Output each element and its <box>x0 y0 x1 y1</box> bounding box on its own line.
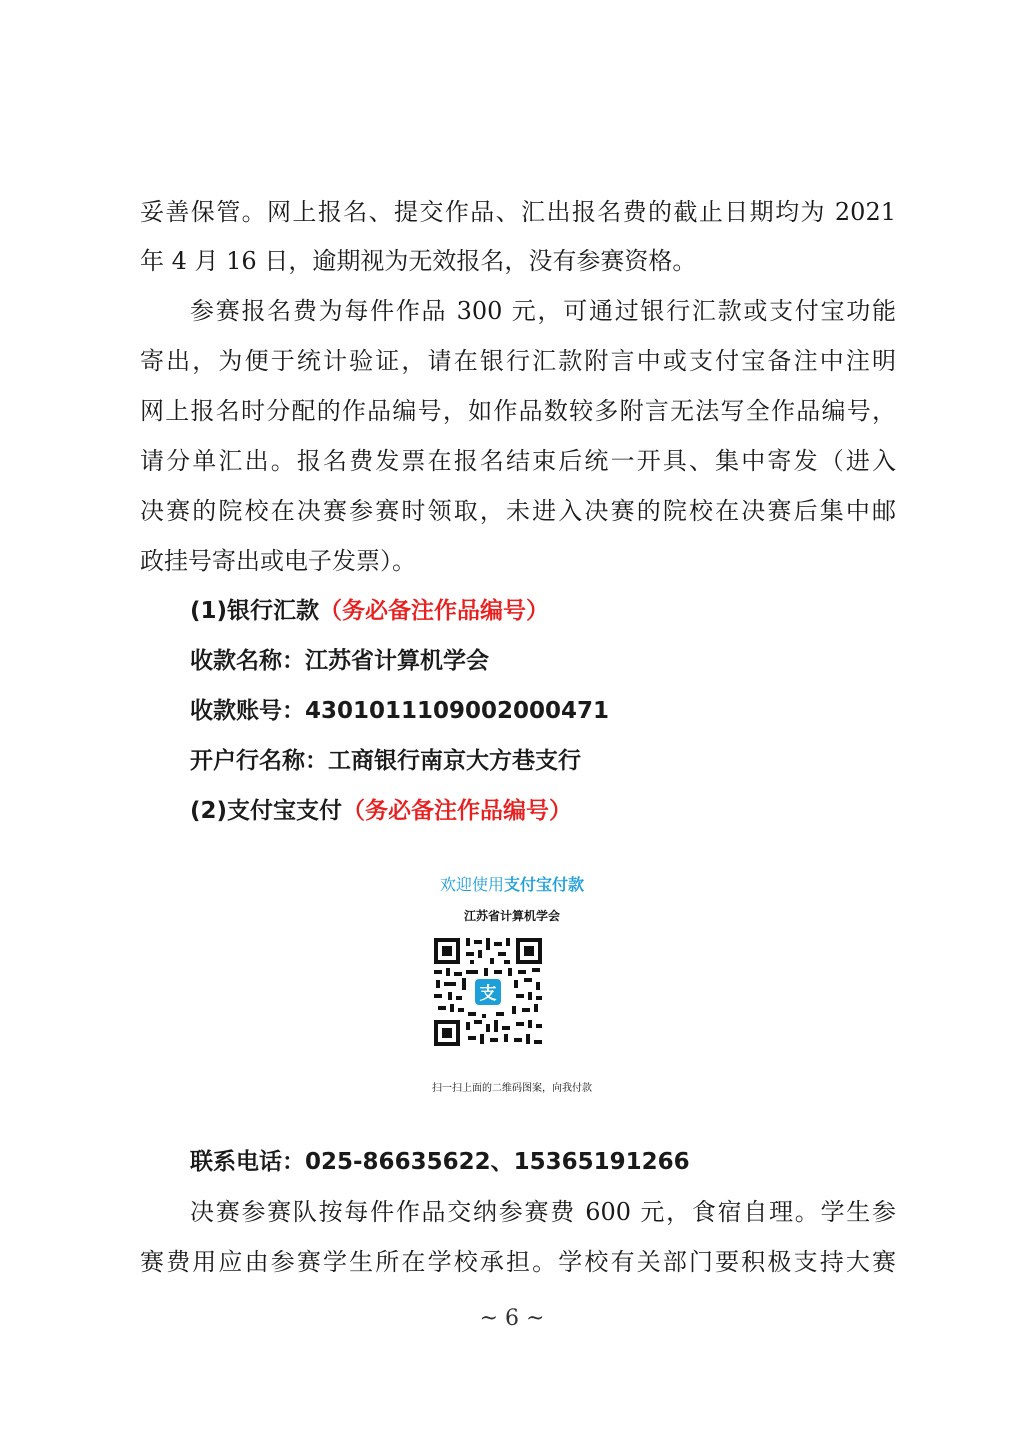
bank-heading-text: (1)银行汇款 <box>190 598 320 624</box>
page-number: ~ 6 ~ <box>479 1306 545 1331</box>
alipay-heading-text: (2)支付宝支付 <box>190 798 343 824</box>
body-line: 妥善保管。网上报名、提交作品、汇出报名费的截止日期均为 2021 <box>140 198 896 226</box>
bank-payee: 收款名称：江苏省计算机学会 <box>190 648 489 674</box>
body-line: 参赛报名费为每件作品 300 元，可通过银行汇款或支付宝功能 <box>190 297 896 325</box>
alipay-heading <box>190 795 572 827</box>
body-line: 赛费用应由参赛学生所在学校承担。学校有关部门要积极支持大赛 <box>140 1248 896 1276</box>
bank-account: 收款账号：4301011109002000471 <box>190 698 610 724</box>
body-line: 政挂号寄出或电子发票）。 <box>140 547 416 575</box>
body-line: 决赛参赛队按每件作品交纳参赛费 600 元，食宿自理。学生参 <box>190 1198 896 1226</box>
alipay-qr-code <box>432 936 544 1048</box>
alipay-welcome-text: 欢迎使用 <box>439 875 504 894</box>
contact-phone: 联系电话：025-86635622、15365191266 <box>190 1149 690 1175</box>
alipay-org: 江苏省计算机学会 <box>463 909 560 923</box>
bank-heading <box>190 595 549 627</box>
alipay-welcome <box>0 872 1024 895</box>
alipay-brand: 支付宝付款 <box>504 875 585 894</box>
alipay-caption: 扫一扫上面的二维码图案，向我付款 <box>432 1083 592 1094</box>
alipay-logo-icon: 支 <box>479 984 497 1004</box>
body-line: 决赛的院校在决赛参赛时领取，未进入决赛的院校在决赛后集中邮 <box>140 497 896 525</box>
body-line: 年 4 月 16 日，逾期视为无效报名，没有参赛资格。 <box>140 247 697 275</box>
bank-branch: 开户行名称：工商银行南京大方巷支行 <box>190 748 581 774</box>
qr-code-graphic <box>432 936 544 1048</box>
alipay-note: （务必备注作品编号） <box>342 798 573 824</box>
body-line: 寄出，为便于统计验证，请在银行汇款附言中或支付宝备注中注明 <box>140 347 896 375</box>
body-line: 网上报名时分配的作品编号，如作品数较多附言无法写全作品编号， <box>140 397 896 425</box>
body-line: 请分单汇出。报名费发票在报名结束后统一开具、集中寄发（进入 <box>140 447 896 475</box>
bank-note: （务必备注作品编号） <box>319 598 550 624</box>
